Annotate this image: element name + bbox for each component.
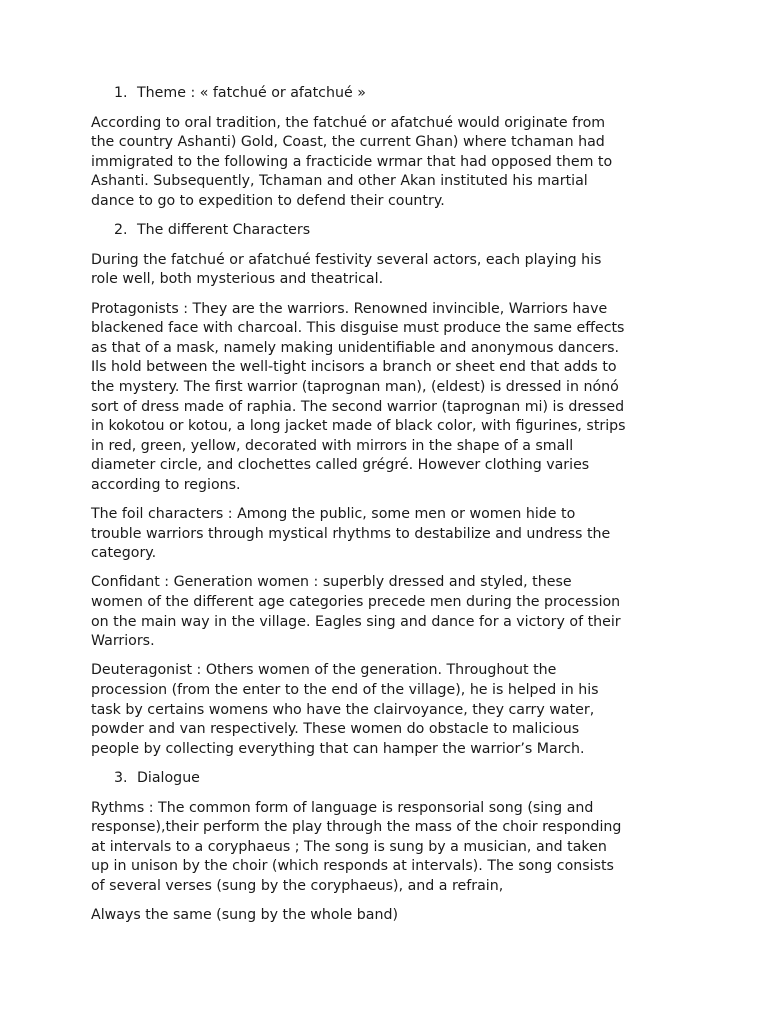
heading-title: The different Characters	[137, 222, 311, 239]
paragraph-rythms: Rythms : The common form of language is responsorial song (sing and response),their perform the play through the mass of the choir responding at intervals to a coryphaeus ; The song is sung by a musician, and taken up in unison by the choir (which responds at intervals). The song consists of several verses (sung by the coryphaeus), and a refrain,	[91, 799, 622, 894]
section-heading-characters	[91, 221, 681, 241]
heading-title: Theme : « fatchué or afatchué »	[137, 85, 366, 101]
paragraph-foil-characters: The foil characters : Among the public, some men or women hide to trouble warriors through mystical rhythms to destabilize and undress the category.	[91, 506, 611, 562]
paragraph-deuteragonist: Deuteragonist : Others women of the generation. Throughout the procession (from the enter to the end of the village), he is helped in his task by certains womens who have the clairvoyance, they carry water, powder and van respectively. These women do obstacle to malicious people by collecting everything that can hamper the warrior’s March.	[91, 662, 599, 757]
heading-number: 3.	[114, 769, 128, 786]
heading-number: 2.	[114, 222, 128, 239]
document-page	[91, 84, 681, 935]
section-heading-theme	[91, 84, 681, 104]
paragraph-protagonists: Protagonists : They are the warriors. Renowned invincible, Warriors have blackened face with charcoal. This disguise must produce the same effects as that of a mask, namely making unidentifiable and anonymous dancers. Ils hold between the well-tight incisors a branch or sheet end that adds to the mystery. The first warrior (taprognan man), (eldest) is dressed in nónó sort of dress made of raphia. The second warrior (taprognan mi) is dressed in kokotou or kotou, a long jacket made of black color, with figurines, strips in red, green, yellow, decorated with mirrors in the shape of a small diameter circle, and clochettes called grégré. However clothing varies according to regions.	[91, 300, 626, 493]
paragraph-confidant: Confidant : Generation women : superbly dressed and styled, these women of the different age categories precede men during the procession on the main way in the village. Eagles sing and dance for a victory of their Warriors.	[91, 574, 621, 650]
section-heading-dialogue	[91, 769, 681, 789]
heading-title: Dialogue	[137, 769, 200, 786]
paragraph-always-same: Always the same (sung by the whole band)	[91, 907, 398, 924]
heading-number: 1.	[114, 85, 128, 101]
paragraph-oral-tradition: According to oral tradition, the fatchué or afatchué would originate from the country Ashanti) Gold, Coast, the current Ghan) where tchaman had immigrated to the following a fracticide wrmar that had opposed them to Ashanti. Subsequently, Tchaman and other Akan instituted his martial dance to go to expedition to defend their country.	[91, 114, 613, 209]
paragraph-festivity-actors: During the fatchué or afatchué festivity several actors, each playing his role well, both mysterious and theatrical.	[91, 251, 602, 288]
